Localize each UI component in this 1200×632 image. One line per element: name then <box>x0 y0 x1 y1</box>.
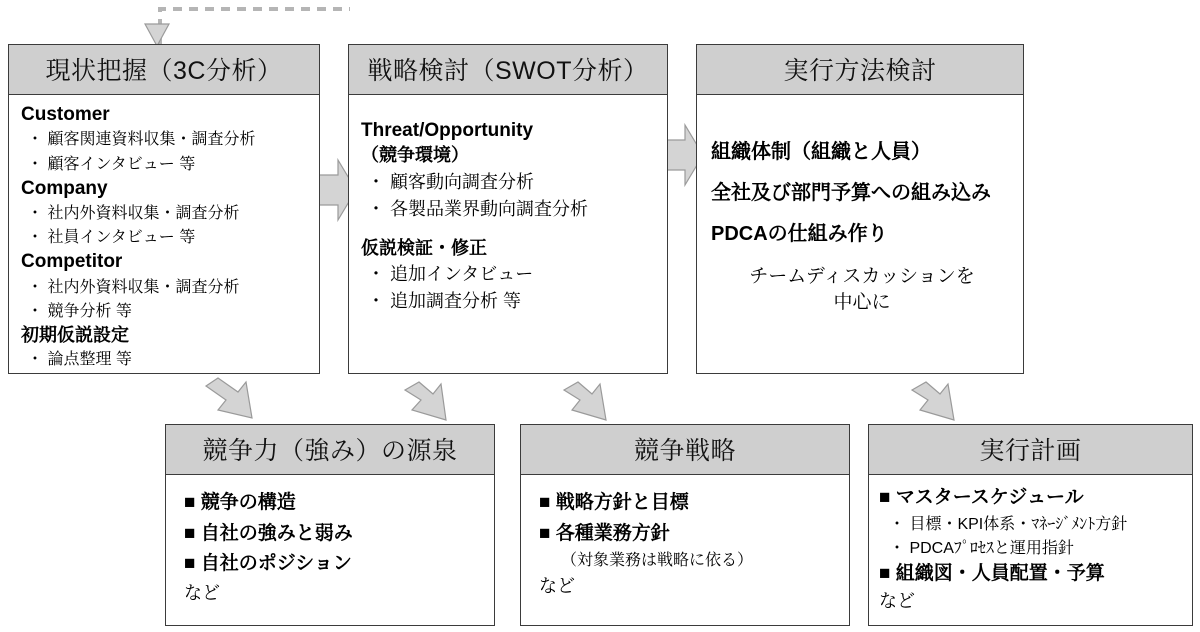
box-exec-method-header: 実行方法検討 <box>697 45 1023 95</box>
exec-line: PDCAの仕組み作り <box>711 223 888 245</box>
arrow-exec-to-plan <box>912 382 954 420</box>
box-swot-body <box>349 95 667 323</box>
list-footer: など <box>539 576 575 597</box>
group-heading-company: Company <box>21 177 108 199</box>
bullet: ・ 社員インタビュー 等 <box>27 229 196 247</box>
bullet: ・ 社内外資料収集・調査分析 <box>27 205 240 222</box>
feedback-dashed-arrow <box>145 9 350 46</box>
list-item: ■ マスタースケジュール <box>879 487 1084 508</box>
group-heading-threat-opportunity: Threat/Opportunity <box>361 120 534 141</box>
list-item: ■ 戦略方針と目標 <box>539 492 689 513</box>
group-subheading-competitive-env: （競争環境） <box>361 145 469 166</box>
box-exec-plan-body <box>869 475 1192 622</box>
box-strength-source-body <box>166 475 494 614</box>
bullet: ・ 競争分析 等 <box>27 302 132 320</box>
exec-note-line-1: チームディスカッションを <box>749 266 975 287</box>
arrow-swot-to-strategy <box>564 382 606 420</box>
arrow-3c-to-strength <box>206 378 252 418</box>
box-execution-plan <box>868 424 1193 626</box>
group-heading-hypothesis-verify: 仮説検証・修正 <box>361 237 487 258</box>
bullet: ・ 追加インタビュー <box>367 264 534 285</box>
box-3c-body <box>9 95 319 381</box>
box-swot-header: 戦略検討（SWOT分析） <box>349 45 667 95</box>
box-strength-source <box>165 424 495 626</box>
list-footer: など <box>184 582 220 603</box>
exec-note-line-2: 中心に <box>833 291 891 313</box>
list-item: ■ 自社の強みと弱み <box>184 522 353 544</box>
group-heading-competitor: Competitor <box>21 251 123 273</box>
list-item: ■ 競争の構造 <box>184 492 296 513</box>
bullet: ・ 論点整理 等 <box>27 351 132 369</box>
box-current-state-3c <box>8 44 320 374</box>
bullet: ・ 社内外資料収集・調査分析 <box>27 278 240 296</box>
list-item: ■ 組織図・人員配置・予算 <box>879 563 1105 585</box>
bullet: ・ 顧客関連資料収集・調査分析 <box>27 131 256 149</box>
list-item: ■ 各種業務方針 <box>539 522 670 544</box>
box-strategy-swot <box>348 44 668 374</box>
box-execution-method <box>696 44 1024 374</box>
list-footer: など <box>879 590 915 611</box>
box-exec-plan-header: 実行計画 <box>869 425 1192 475</box>
exec-line: 全社及び部門予算への組み込み <box>711 182 991 204</box>
group-heading-customer: Customer <box>21 104 110 125</box>
exec-line: 組織体制（組織と人員） <box>711 141 931 163</box>
group-heading-initial-hypothesis: 初期仮説設定 <box>21 325 129 346</box>
box-strength-source-header: 競争力（強み）の源泉 <box>166 425 494 475</box>
box-competitive-strategy-body <box>521 475 849 608</box>
box-competitive-strategy-header: 競争戦略 <box>521 425 849 475</box>
box-exec-method-body <box>697 95 1023 323</box>
box-3c-header: 現状把握（3C分析） <box>9 45 319 95</box>
spacer <box>361 223 657 237</box>
list-sub-item: ・ 目標・KPI体系・ﾏﾈｰｼﾞﾒﾝﾄ方針 <box>889 515 1128 533</box>
bullet: ・ 顧客動向調査分析 <box>367 171 535 192</box>
bullet: ・ 顧客インタビュー 等 <box>27 155 196 173</box>
list-item: ■ 自社のポジション <box>184 553 352 574</box>
bullet: ・ 各製品業界動向調査分析 <box>367 198 588 219</box>
list-sub-item: ・ PDCAﾌﾟﾛｾｽと運用指針 <box>889 539 1074 557</box>
box-competitive-strategy <box>520 424 850 626</box>
arrow-swot-to-strength <box>405 382 446 420</box>
bullet: ・ 追加調査分析 等 <box>367 291 522 312</box>
list-item-note: （対象業務は戦略に依る） <box>561 552 754 569</box>
